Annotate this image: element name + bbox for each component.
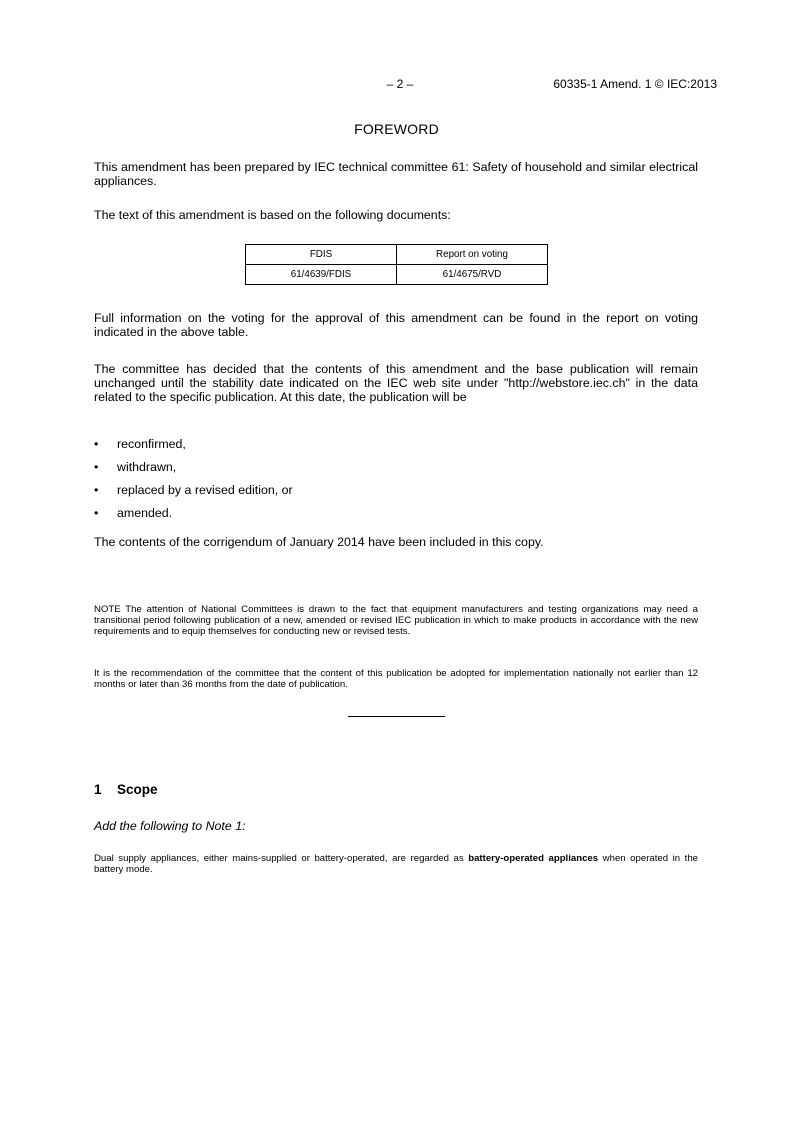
section-title: Scope xyxy=(117,782,158,797)
table-header-fdis: FDIS xyxy=(246,245,397,265)
list-item-text: reconfirmed, xyxy=(117,437,186,451)
publication-status-list xyxy=(94,437,293,529)
foreword-paragraph-2: The text of this amendment is based on the following documents: xyxy=(94,208,451,222)
list-item xyxy=(94,460,293,483)
section-number: 1 xyxy=(94,782,102,797)
foreword-title: FOREWORD xyxy=(354,121,439,137)
bullet-icon: • xyxy=(94,506,99,520)
foreword-paragraph-4: The committee has decided that the contents of this amendment and the base publication will remain unchanged until the stability date indicated on the IEC web site under "http://webstore.iec.ch" in the data related to the specific publication. At this date, the publication will be xyxy=(94,362,698,404)
defined-term: battery-operated appliances xyxy=(468,853,599,864)
list-item-text: withdrawn, xyxy=(117,460,177,474)
table-cell-fdis: 61/4639/FDIS xyxy=(246,265,397,285)
list-item-text: amended. xyxy=(117,506,173,520)
foreword-paragraph-1: This amendment has been prepared by IEC technical committee 61: Safety of household and similar electrical appliances. xyxy=(94,160,698,188)
scope-text xyxy=(94,853,698,875)
page-number: – 2 – xyxy=(386,77,414,91)
list-item xyxy=(94,483,293,506)
note-implementation: It is the recommendation of the committee that the content of this publication be adopted for implementation nationally not earlier than 12 months or later than 36 months from the date of publication. xyxy=(94,668,698,690)
foreword-paragraph-5: The contents of the corrigendum of January 2014 have been included in this copy. xyxy=(94,535,544,549)
section-heading xyxy=(94,782,158,797)
list-item xyxy=(94,506,293,529)
list-item-text: replaced by a revised edition, or xyxy=(117,483,293,497)
voting-documents-table xyxy=(245,244,548,285)
list-item xyxy=(94,437,293,460)
amendment-instruction: Add the following to Note 1: xyxy=(94,819,246,833)
scope-text-end: when operated in the battery mode. xyxy=(94,853,699,875)
bullet-icon: • xyxy=(94,483,99,497)
bullet-icon: • xyxy=(94,437,99,451)
foreword-paragraph-3: Full information on the voting for the approval of this amendment can be found in the report on voting indicated in the above table. xyxy=(94,311,698,339)
scope-text-start: Dual supply appliances, either mains-supplied or battery-operated, are regarded as xyxy=(94,853,469,864)
foreword-end-rule xyxy=(348,716,445,717)
table-row xyxy=(246,265,548,285)
table-cell-rvd: 61/4675/RVD xyxy=(397,265,548,285)
note-transitional-period: NOTE The attention of National Committees is drawn to the fact that equipment manufacturers and testing organizations may need a transitional period following publication of a new, amended or revised IEC publication in which to make products in accordance with the new requirements and to equip themselves for conducting new or revised tests. xyxy=(94,604,698,637)
document-reference: 60335-1 Amend. 1 © IEC:2013 xyxy=(553,77,717,91)
bullet-icon: • xyxy=(94,460,99,474)
table-header-row xyxy=(246,245,548,265)
table-header-report: Report on voting xyxy=(397,245,548,265)
